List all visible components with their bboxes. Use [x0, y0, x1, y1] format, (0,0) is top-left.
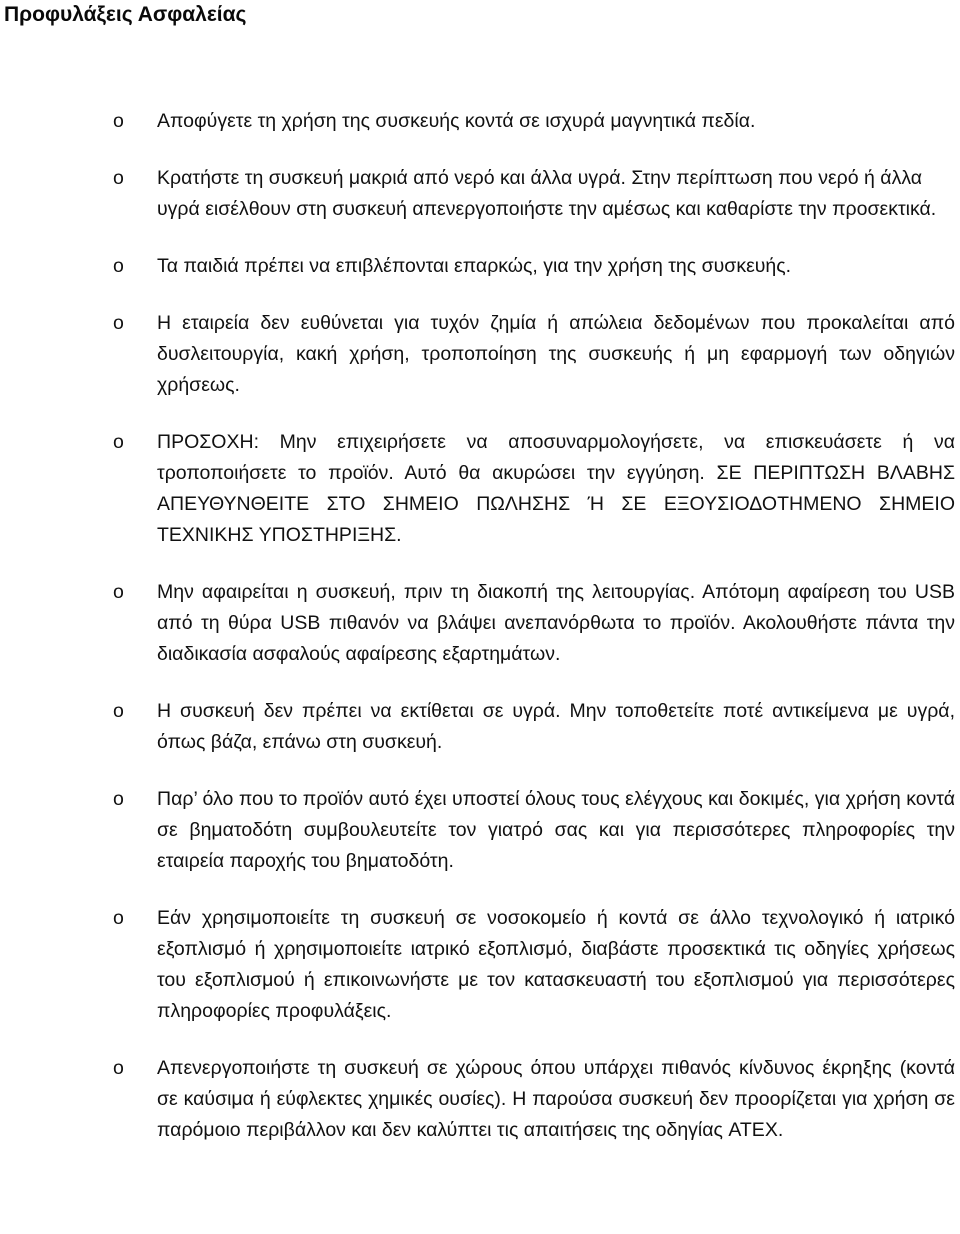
bullet-icon: o	[113, 255, 124, 277]
bullet-icon: o	[113, 907, 124, 929]
list-item	[0, 903, 960, 1027]
safety-precautions-list	[0, 106, 960, 1172]
list-item	[0, 163, 960, 225]
list-item-text: Μην αφαιρείται η συσκευή, πριν τη διακοπή της λειτουργίας. Απότομη αφαίρεση του USB από τη θύρα USB πιθανόν να βλάψει ανεπανόρθωτα το προϊόν. Ακολουθήστε πάντα την διαδικασία ασφαλούς αφαίρεσης εξαρτημάτων.	[157, 581, 955, 665]
list-item-text: Η συσκευή δεν πρέπει να εκτίθεται σε υγρά. Μην τοποθετείτε ποτέ αντικείμενα με υγρά, όπως βάζα, επάνω στη συσκευή.	[157, 700, 955, 753]
bullet-icon: o	[113, 110, 124, 132]
list-item	[0, 427, 960, 551]
list-item-text: Η εταιρεία δεν ευθύνεται για τυχόν ζημία ή απώλεια δεδομένων που προκαλείται από δυσλειτουργία, κακή χρήση, τροποποίηση της συσκευής ή μη εφαρμογή των οδηγιών χρήσεως.	[157, 312, 955, 396]
bullet-icon: o	[113, 312, 124, 334]
list-item	[0, 106, 960, 137]
list-item-text: Κρατήστε τη συσκευή μακριά από νερό και άλλα υγρά. Στην περίπτωση που νερό ή άλλα υγρά εισέλθουν στη συσκευή απενεργοποιήστε την αμέσως και καθαρίστε την προσεκτικά.	[157, 167, 937, 220]
page-title: Προφυλάξεις Ασφαλείας	[4, 3, 247, 26]
list-item	[0, 1053, 960, 1146]
list-item-text: Απενεργοποιήστε τη συσκευή σε χώρους όπου υπάρχει πιθανός κίνδυνος έκρηξης (κοντά σε καύσιμα ή εύφλεκτες χημικές ουσίες). Η παρούσα συσκευή δεν προορίζεται για χρήση σε παρόμοιο περιβάλλον και δεν καλύπτει τις απαιτήσεις της οδηγίας ATEX.	[157, 1057, 955, 1141]
list-item	[0, 696, 960, 758]
list-item	[0, 784, 960, 877]
list-item-text: Τα παιδιά πρέπει να επιβλέπονται επαρκώς, για την χρήση της συσκευής.	[157, 255, 792, 277]
bullet-icon: o	[113, 581, 124, 603]
bullet-icon: o	[113, 431, 124, 453]
list-item-text: ΠΡΟΣΟΧΗ: Μην επιχειρήσετε να αποσυναρμολογήσετε, να επισκευάσετε ή να τροποποιήσετε το προϊόν. Αυτό θα ακυρώσει την εγγύηση. ΣΕ ΠΕΡΙΠΤΩΣΗ ΒΛΑΒΗΣ ΑΠΕΥΘΥΝΘΕΙΤΕ ΣΤΟ ΣΗΜΕΙΟ ΠΩΛΗΣΗΣ Ή ΣΕ ΕΞΟΥΣΙΟΔΟΤΗΜΕΝΟ ΣΗΜΕΙΟ ΤΕΧΝΙΚΗΣ ΥΠΟΣΤΗΡΙΞΗΣ.	[157, 431, 955, 546]
list-item	[0, 251, 960, 282]
bullet-icon: o	[113, 700, 124, 722]
list-item-text: Αποφύγετε τη χρήση της συσκευής κοντά σε ισχυρά μαγνητικά πεδία.	[157, 110, 756, 132]
list-item-text: Παρ’ όλο που το προϊόν αυτό έχει υποστεί όλους τους ελέγχους και δοκιμές, για χρήση κοντά σε βηματοδότη συμβουλευτείτε τον γιατρό σας και για περισσότερες πληροφορίες την εταιρεία παροχής του βηματοδότη.	[157, 788, 955, 872]
list-item	[0, 577, 960, 670]
bullet-icon: o	[113, 167, 124, 189]
list-item-text: Εάν χρησιμοποιείτε τη συσκευή σε νοσοκομείο ή κοντά σε άλλο τεχνολογικό ή ιατρικό εξοπλισμό ή χρησιμοποιείτε ιατρικό εξοπλισμό, διαβάστε προσεκτικά τις οδηγίες χρήσεως του εξοπλισμού ή επικοινωνήστε με τον κατασκευαστή του εξοπλισμού για περισσότερες πληροφορίες προφυλάξεις.	[157, 907, 955, 1022]
bullet-icon: o	[113, 1057, 124, 1079]
bullet-icon: o	[113, 788, 124, 810]
list-item	[0, 308, 960, 401]
